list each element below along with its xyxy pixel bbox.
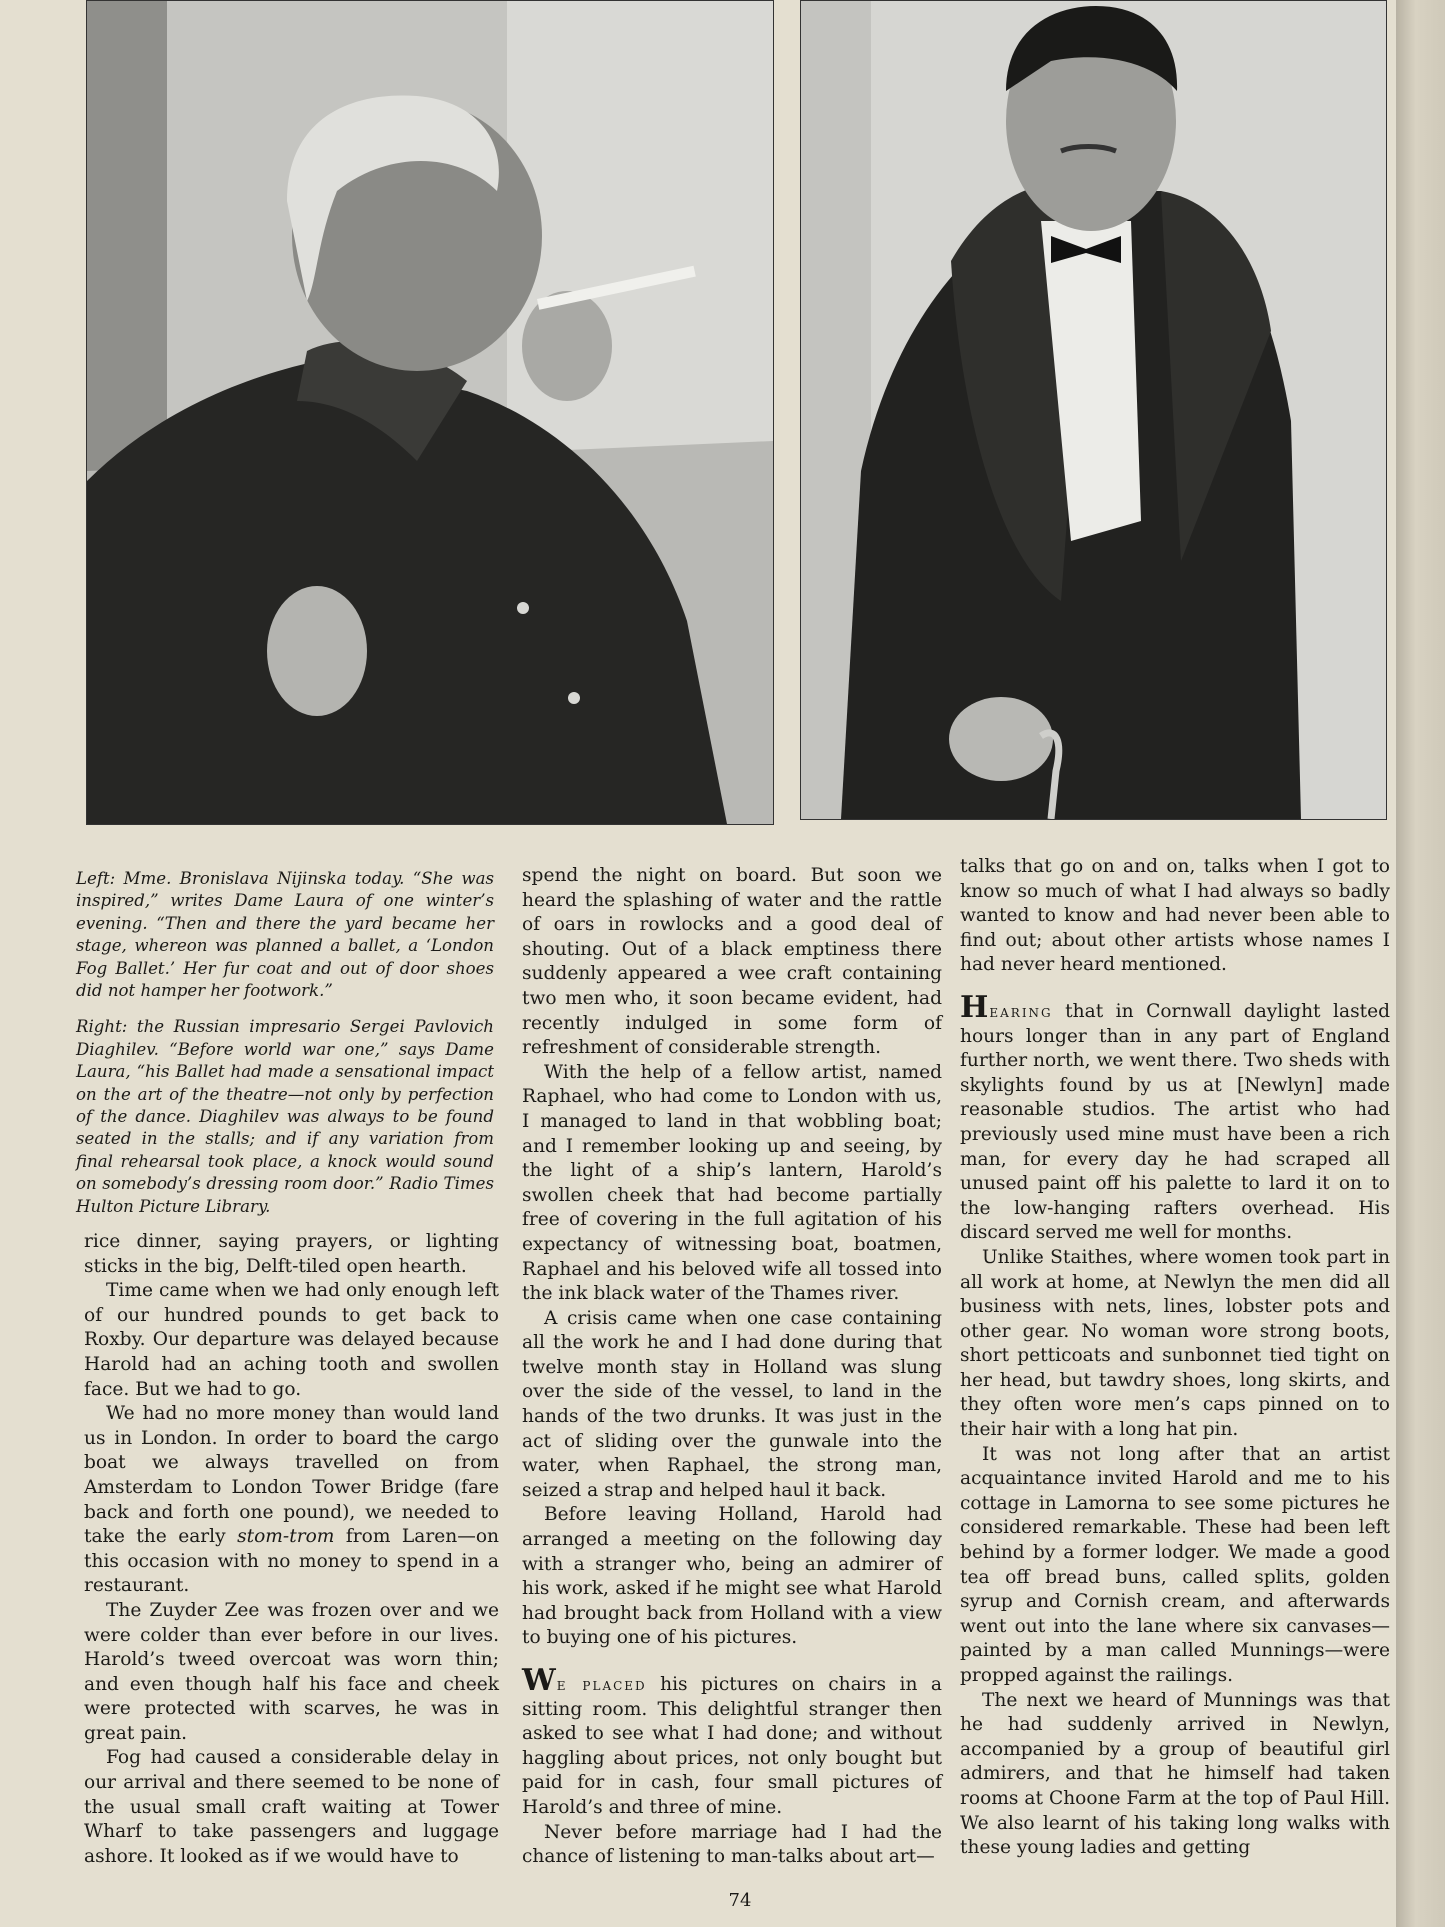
text-column-3: [960, 855, 1390, 1861]
col1-text: from Laren—on this occasion with no money to spend in a restaurant.: [84, 1526, 499, 1597]
col3-paragraph: talks that go on and on, talks when I got to know so much of what I had always so badly wanted to know and had never been able to find out; about other artists whose names I had never heard mentioned.: [960, 856, 1390, 976]
col3-text: that in Cornwall daylight lasted hours longer than in any part of England further north, we went there. Two sheds with skylights found by us at [Newlyn] made reasonable studios. The artist who had previously used mine must have been a rich man, for every day he had scraped all unused paint off his palette to lard it on to the low-hanging rafters overhead. His discard served me well for months.: [960, 1000, 1390, 1244]
section-break: [960, 978, 1390, 996]
col1-paragraph: Time came when we had only enough left of our hundred pounds to get back to Roxby. Our departure was delayed because Harold had an aching tooth and swollen face. But we had to go.: [84, 1280, 499, 1400]
col2-paragraph: Never before marriage had I had the chance of listening to man-talks about art—: [522, 1821, 942, 1868]
col2-paragraph: spend the night on board. But soon we heard the splashing of water and the rattle of oars in rowlocks and a good deal of shouting. Out of a black emptiness there suddenly appeared a wee craft containing two men who, it soon became evident, had recently indulged in some form of refreshment of considerable strength.: [522, 865, 942, 1059]
col3-section-opening: [960, 989, 1390, 1246]
col3-paragraph: Unlike Staithes, where women took part in all work at home, at Newlyn the men did all business with nets, lines, lobster pots and other gear. No woman wore strong boots, short petticoats and sunbonnet tied tight on her head, but tawdry shoes, long skirts, and they often wore men’s caps pinned on to their hair with a long hat pin.: [960, 1246, 1390, 1441]
col2-paragraph: Before leaving Holland, Harold had arranged a meeting on the following day with a stranger who, being an admirer of his work, asked if he might see what Harold had brought back from Holland with a view to buying one of his pictures.: [522, 1504, 942, 1649]
col1-paragraph: [84, 1402, 499, 1599]
col2-text: his pictures on chairs in a sitting room. This delightful stranger then asked to see what I had done; and without haggling about prices, not only bought but paid for in cash, four small pictures of Harold’s and three of mine.: [522, 1674, 943, 1818]
col1-italic-term: stom-trom: [237, 1526, 335, 1548]
dropcap-letter: H: [960, 989, 990, 1025]
col2-paragraph: A crisis came when one case containing all the work he and I had done during that twelve month stay in Holland was slung over the side of the vessel, to land in the hands of the two drunks. It was just in the act of sliding over the gunwale into the water, when Raphael, the strong man, seized a strap and helped haul it back.: [522, 1307, 942, 1501]
col2-section-opening: [522, 1663, 943, 1821]
photo-diaghilev-image: [801, 1, 1386, 819]
photo-diaghilev: [800, 0, 1387, 820]
col1-paragraph: rice dinner, saying prayers, or lighting sticks in the big, Delft-tiled open hearth.: [84, 1231, 499, 1277]
page-edge-shadow: [1396, 0, 1445, 1927]
text-column-2: [522, 864, 942, 1870]
col3-paragraph: It was not long after that an artist acquaintance invited Harold and me to his cottage in Lamorna to see some pictures he considered remarkable. These had been left behind by a former lodger. We made a good tea off bread buns, called splits, golden syrup and Cornish cream, and afterwards went out into the lane where six canvases—painted by a man called Munnings—were propped against the railings.: [960, 1443, 1390, 1686]
smallcaps-lead: e placed: [556, 1675, 647, 1695]
col2-paragraph: With the help of a fellow artist, named Raphael, who had come to London with us, I managed to land in that wobbling boat; and I remember looking up and seeing, by the light of a ship’s lantern, Harold’s swollen cheek that had become partially free of covering in the full agitation of his expectancy of witnessing boat, boatmen, Raphael and his beloved wife all tossed into the ink black water of the Thames river.: [522, 1061, 942, 1305]
text-column-1: [84, 1230, 499, 1869]
caption-right: Right: the Russian impresario Sergei Pavlovich Diaghilev. “Before world war one,” says Dame Laura, “his Ballet had made a sensational impact on the art of the theatre—not only by perfection of the dance. Diaghilev was always to be found seated in the stalls; and if any variation from final rehearsal took place, a knock would sound on somebody’s dressing room door.” Radio Times Hulton Picture Library.: [76, 1017, 494, 1216]
col3-paragraph: The next we heard of Munnings was that he had suddenly arrived in Newlyn, accompanied by a group of beautiful girl admirers, and that he himself had taken rooms at Choone Farm at the top of Paul Hill. We also learnt of his taking long walks with these young ladies and getting: [960, 1689, 1390, 1859]
photo-nijinska: [86, 0, 774, 825]
section-break: [522, 1651, 942, 1669]
smallcaps-lead: earing: [989, 1001, 1053, 1022]
col1-text: We had no more money than would land us in London. In order to board the cargo boat we always travelled on from Amsterdam to London Tower Bridge (fare back and forth one pound), we needed to take the early: [84, 1403, 499, 1548]
photo-nijinska-image: [87, 1, 773, 824]
dropcap-letter: W: [522, 1663, 557, 1698]
col1-paragraph: Fog had caused a considerable delay in our arrival and there seemed to be none of the usual small craft waiting at Tower Wharf to take passengers and luggage ashore. It looked as if we would have to: [84, 1747, 499, 1867]
caption-left: Left: Mme. Bronislava Nijinska today. “She was inspired,” writes Dame Laura of one winter’s evening. “Then and there the yard became her stage, whereon was planned a ballet, a ‘London Fog Ballet.’ Her fur coat and out of door shoes did not hamper her footwork.”: [76, 869, 494, 1001]
page-number: 74: [728, 1890, 752, 1911]
photo-captions: [76, 868, 494, 1232]
col1-paragraph: The Zuyder Zee was frozen over and we were colder than ever before in our lives. Harold’s tweed overcoat was worn thin; and even though half his face and cheek were protected with scarves, he was in great pain.: [84, 1599, 499, 1744]
